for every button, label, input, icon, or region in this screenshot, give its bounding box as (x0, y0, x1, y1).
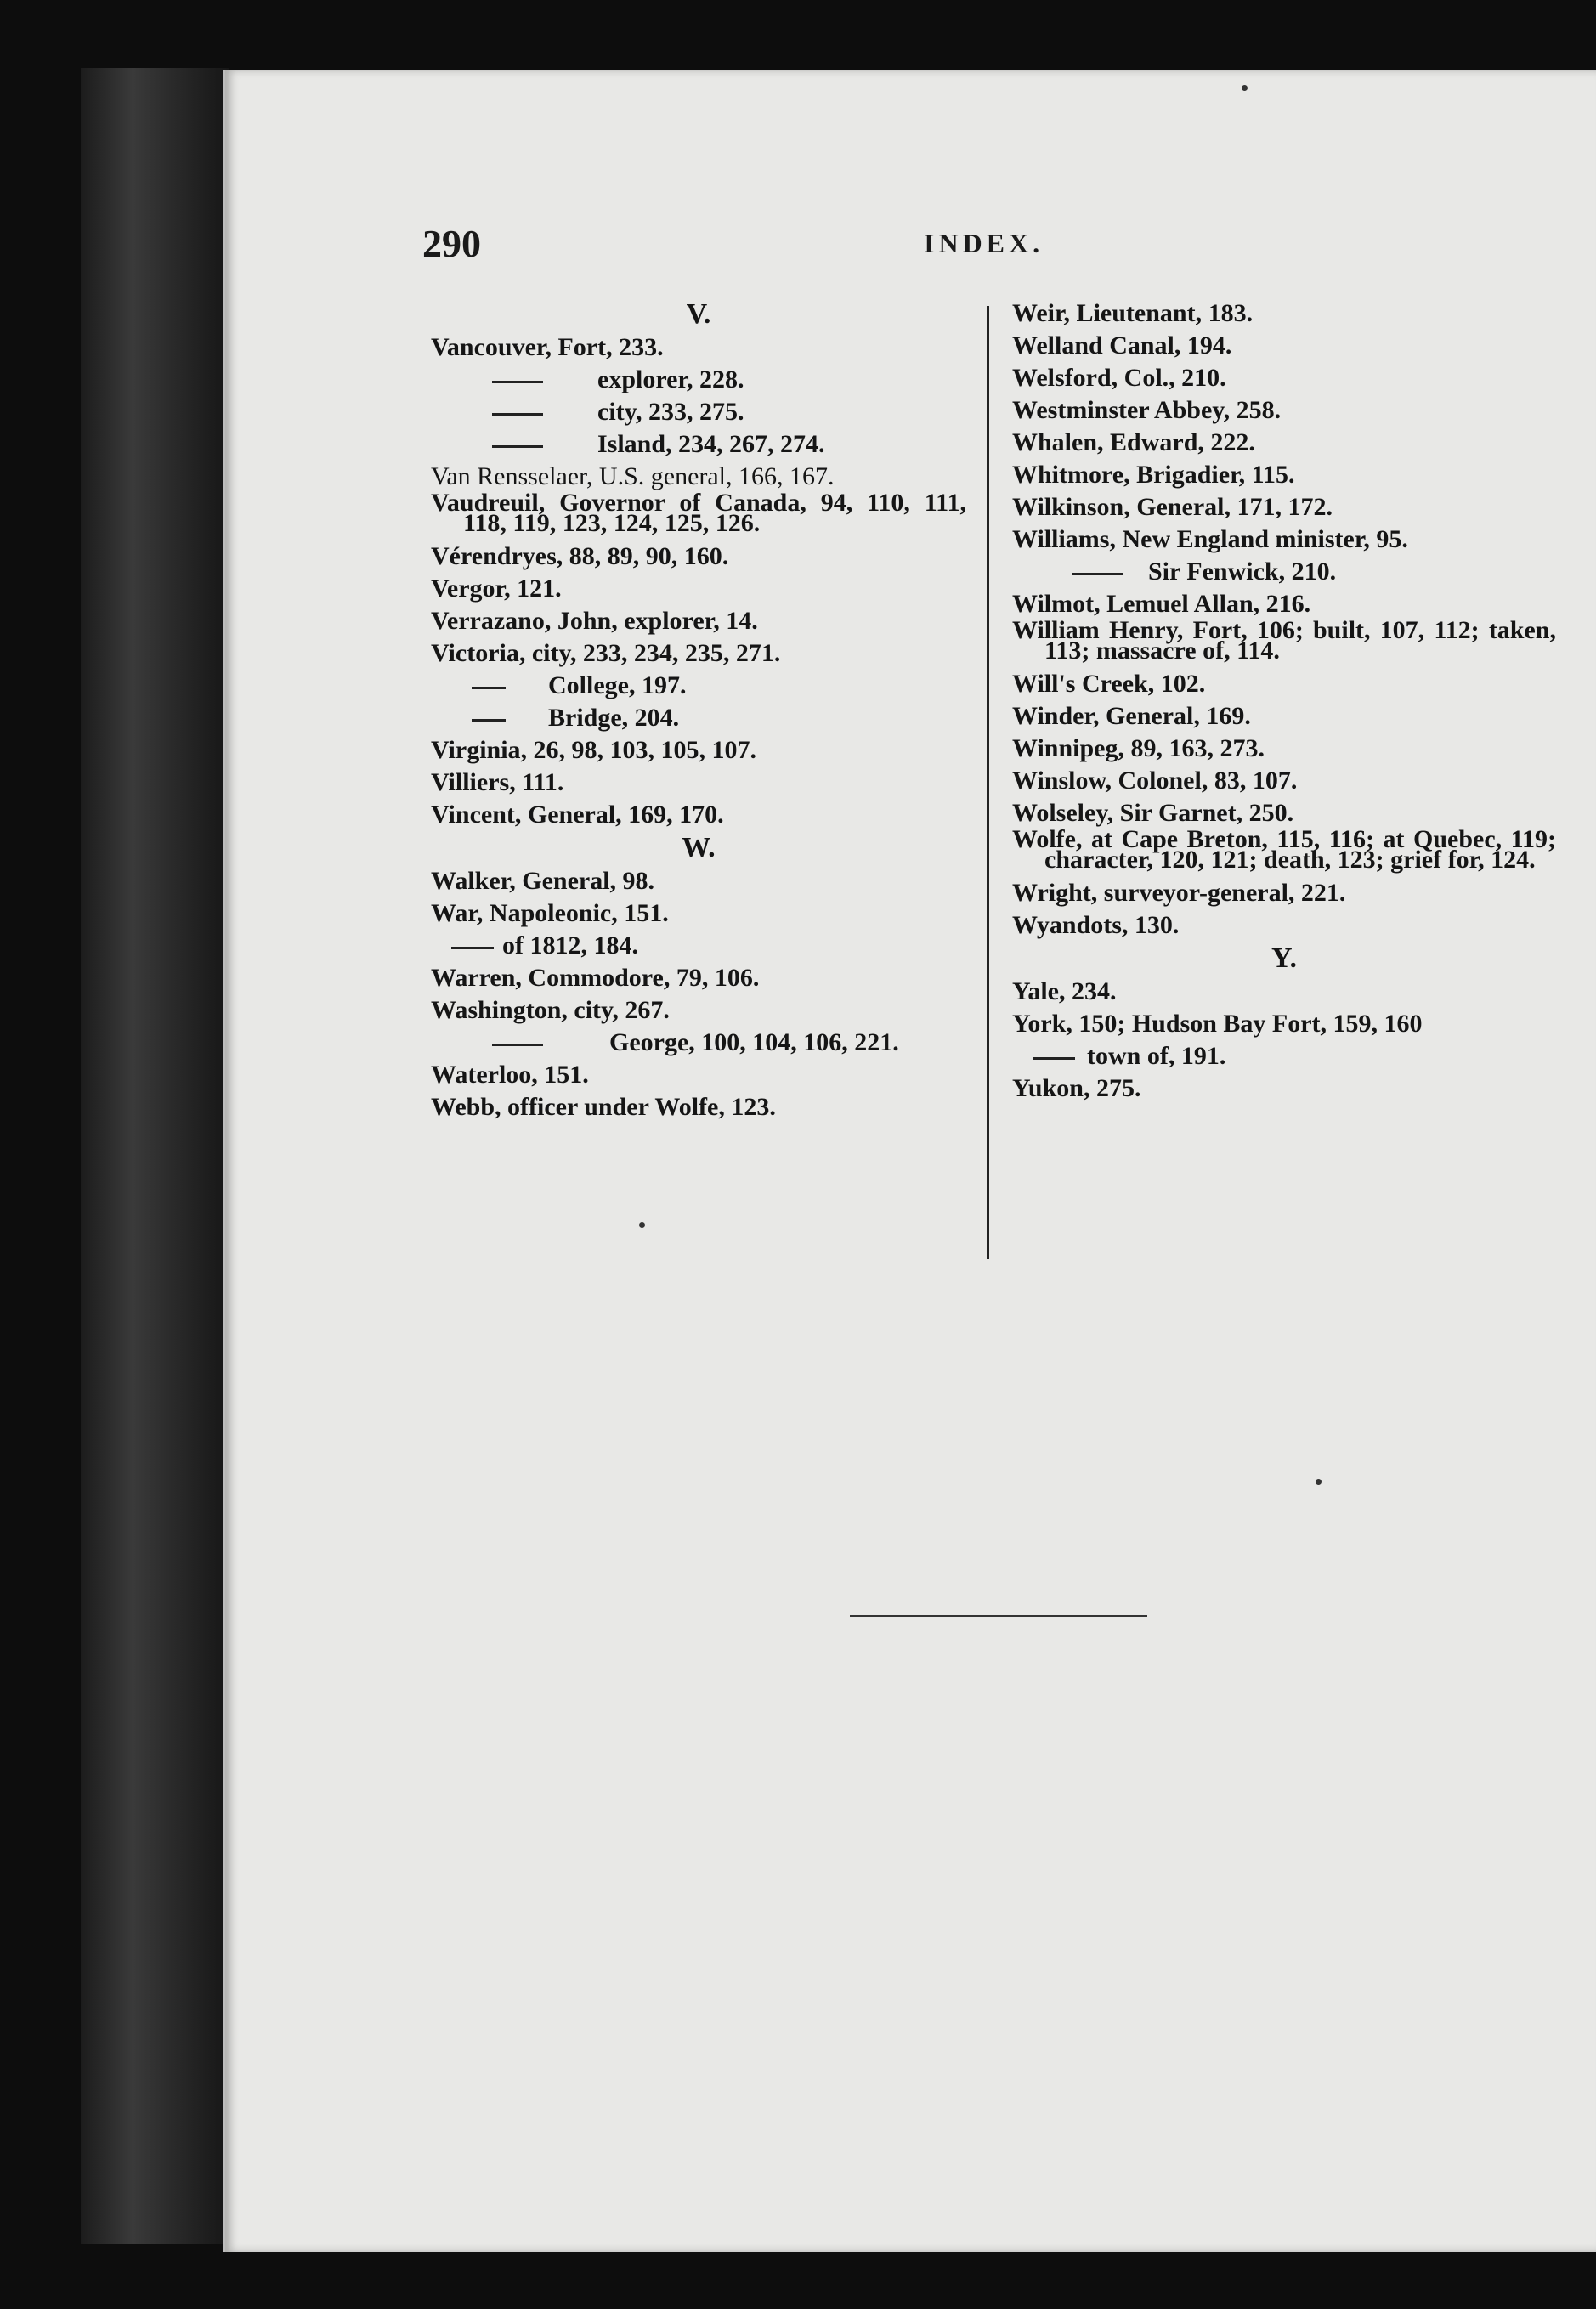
end-of-index-rule (850, 1615, 1147, 1617)
index-entry-yukon: Yukon, 275. (1012, 1074, 1141, 1102)
column-divider (987, 306, 989, 1259)
page-number: 290 (422, 222, 481, 265)
index-subentry-vancouver-island (431, 428, 966, 461)
index-entry-verendryes: Vérendryes, 88, 89, 90, 160. (431, 542, 729, 570)
index-entry-york: York, 150; Hudson Bay Fort, 159, 160 (1012, 1010, 1423, 1038)
index-entry-wills-creek: Will's Creek, 102. (1012, 670, 1206, 698)
index-subentry-vancouver-explorer (431, 364, 966, 396)
section-heading-v: V. (686, 298, 711, 330)
index-entry-wyandots: Wyandots, 130. (1012, 911, 1180, 939)
index-entry-whitmore: Whitmore, Brigadier, 115. (1012, 461, 1295, 489)
running-header (225, 221, 1596, 272)
page-title: INDEX. (924, 228, 1044, 258)
index-entry-van-rensselaer: Van Rensselaer, U.S. general, 166, 167. (431, 462, 835, 490)
subentry-text: Bridge, 204. (548, 704, 680, 732)
subentry-text: Sir Fenwick, 210. (1148, 557, 1337, 586)
index-subentry-washington-george (431, 1027, 966, 1059)
index-entry-walker: Walker, General, 98. (431, 867, 655, 895)
index-entry-verrazano: Verrazano, John, explorer, 14. (431, 607, 758, 635)
subentry-text: Island, 234, 267, 274. (597, 430, 825, 458)
subentry-text: George, 100, 104, 106, 221. (609, 1028, 899, 1056)
subentry-text: of 1812, 184. (502, 931, 638, 959)
index-entry-vergor: Vergor, 121. (431, 574, 562, 603)
index-entry-wolfe: Wolfe, at Cape Breton, 115, 116; at Quebec, 119; character, 120, 121; death, 123; grief for, 124. (1012, 825, 1556, 874)
ditto-dash (472, 687, 506, 689)
index-entry-wilkinson: Wilkinson, General, 171, 172. (1012, 493, 1333, 521)
book-page (223, 70, 1596, 2252)
ditto-dash (492, 445, 543, 448)
index-entry-virginia: Virginia, 26, 98, 103, 105, 107. (431, 736, 757, 764)
index-subentry-williams-fenwick (1012, 556, 1556, 588)
index-entry-williams: Williams, New England minister, 95. (1012, 525, 1408, 553)
index-entry-winnipeg: Winnipeg, 89, 163, 273. (1012, 734, 1265, 762)
paper-speck (1316, 1479, 1322, 1485)
index-entry-wilmot: Wilmot, Lemuel Allan, 216. (1012, 590, 1311, 618)
index-entry-vaudreuil: Vaudreuil, Governor of Canada, 94, 110, 111, 118, 119, 123, 124, 125, 126. (431, 489, 966, 537)
index-subentry-war-1812 (431, 930, 966, 962)
book-spine-shadow (81, 68, 229, 2244)
index-entry-webb: Webb, officer under Wolfe, 123. (431, 1093, 776, 1121)
subentry-text: explorer, 228. (597, 365, 744, 393)
ditto-dash (472, 719, 506, 722)
subentry-text: town of, 191. (1087, 1042, 1226, 1070)
ditto-dash (1072, 573, 1123, 575)
index-entry-william-henry: William Henry, Fort, 106; built, 107, 112; taken, 113; massacre of, 114. (1012, 616, 1556, 665)
index-entry-victoria: Victoria, city, 233, 234, 235, 271. (431, 639, 781, 667)
section-heading-y: Y. (1271, 942, 1297, 974)
index-entry-yale: Yale, 234. (1012, 977, 1117, 1005)
index-entry-villiers: Villiers, 111. (431, 768, 564, 796)
index-entry-weir: Weir, Lieutenant, 183. (1012, 299, 1254, 327)
subentry-text: city, 233, 275. (597, 398, 744, 426)
index-entry-vancouver: Vancouver, Fort, 233. (431, 333, 664, 361)
paper-speck (1242, 85, 1248, 91)
index-column-left (431, 297, 966, 1123)
ditto-dash (492, 413, 543, 416)
index-entry-washington: Washington, city, 267. (431, 996, 670, 1024)
index-entry-wolseley: Wolseley, Sir Garnet, 250. (1012, 799, 1294, 827)
ditto-dash (492, 381, 543, 383)
index-entry-winslow: Winslow, Colonel, 83, 107. (1012, 767, 1298, 795)
section-heading-w: W. (682, 832, 716, 863)
index-entry-waterloo: Waterloo, 151. (431, 1061, 589, 1089)
index-subentry-victoria-bridge (431, 702, 966, 734)
index-entry-warren: Warren, Commodore, 79, 106. (431, 964, 760, 992)
index-entry-winder: Winder, General, 169. (1012, 702, 1251, 730)
index-entry-whalen: Whalen, Edward, 222. (1012, 428, 1255, 456)
index-subentry-vancouver-city (431, 396, 966, 428)
ditto-dash (451, 947, 494, 949)
index-entry-welsford: Welsford, Col., 210. (1012, 364, 1226, 392)
index-column-right (1012, 297, 1556, 1105)
index-entry-wright: Wright, surveyor-general, 221. (1012, 879, 1346, 907)
index-subentry-york-town (1012, 1040, 1556, 1072)
ditto-dash (492, 1044, 543, 1046)
index-entry-westminster: Westminster Abbey, 258. (1012, 396, 1282, 424)
index-entry-welland: Welland Canal, 194. (1012, 331, 1232, 359)
ditto-dash (1033, 1057, 1075, 1060)
index-subentry-victoria-college (431, 670, 966, 702)
subentry-text: College, 197. (548, 671, 687, 699)
index-entry-vincent: Vincent, General, 169, 170. (431, 801, 724, 829)
index-entry-war: War, Napoleonic, 151. (431, 899, 669, 927)
paper-speck (639, 1222, 645, 1228)
